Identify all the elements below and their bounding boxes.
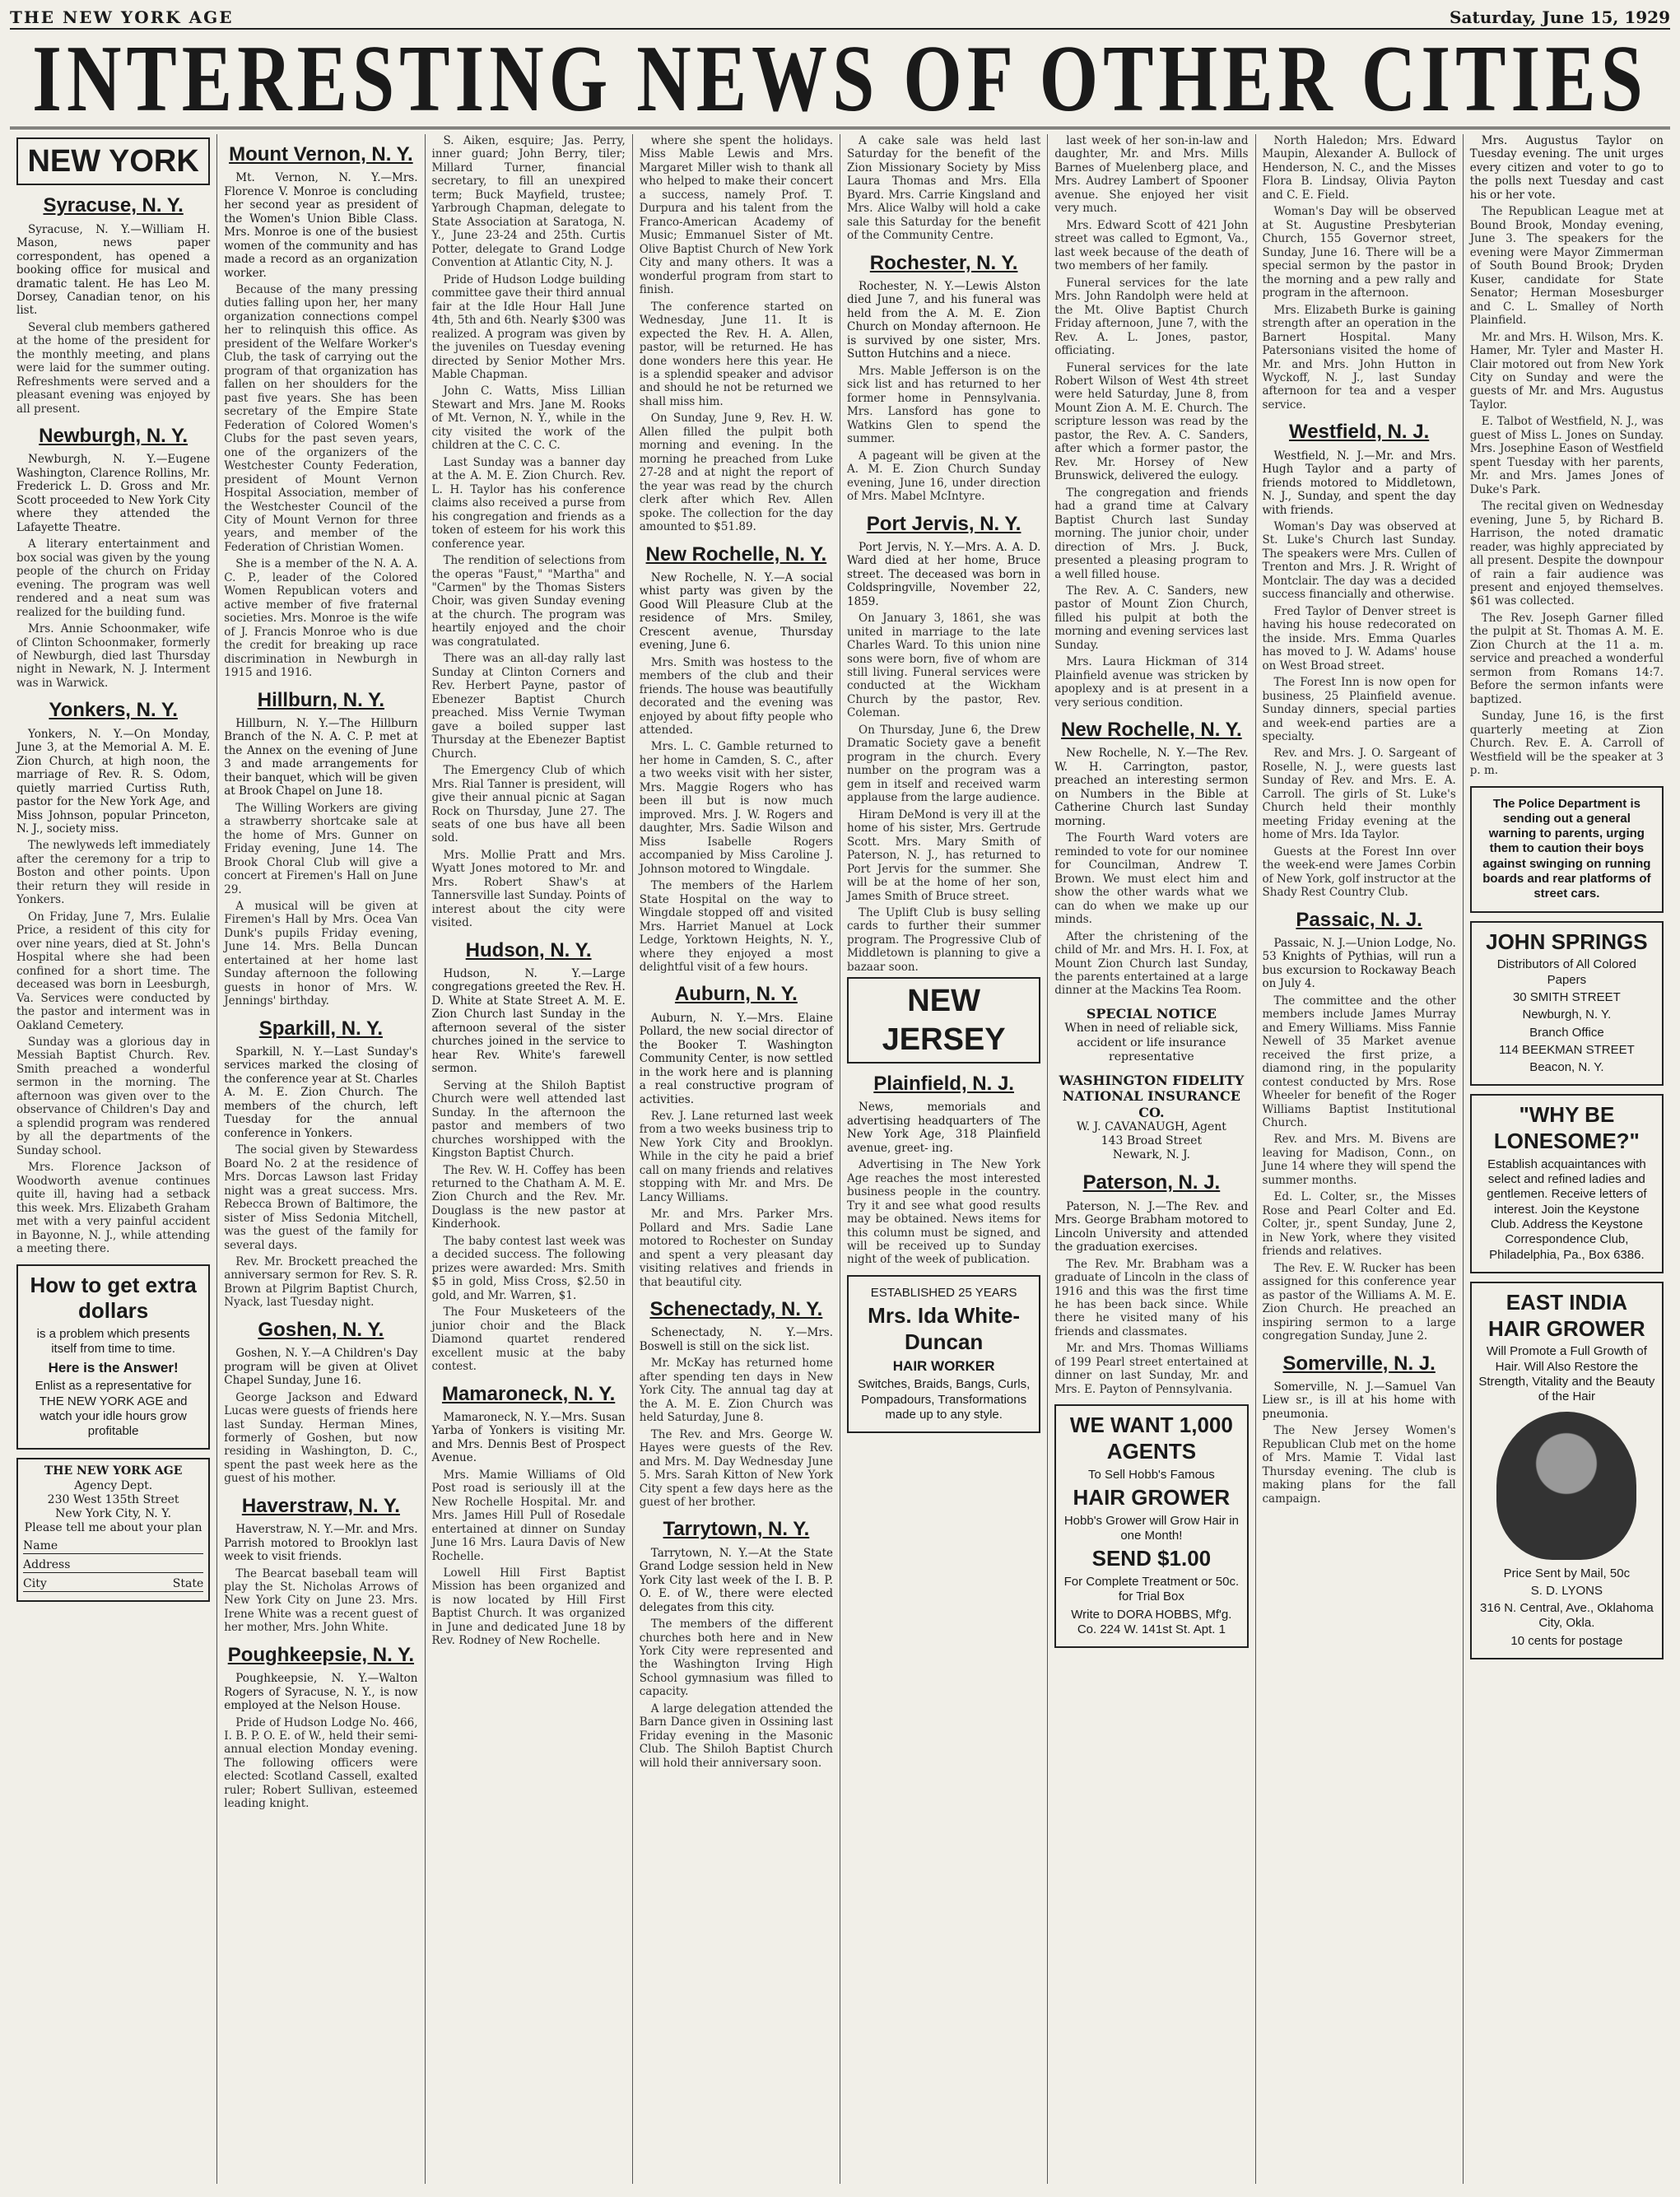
article-text: The Rev. E. W. Rucker has been assigned for this conference year as pastor of the Williams A. M. E. Zion Church. He preached an inspiring sermon to a large congregation Sunday, June 2. xyxy=(1262,1261,1456,1343)
article-text: Ed. L. Colter, sr., the Misses Rose and Pearl Colter and Ed. Colter, jr., spent Sunday, June 2, in New York, where they visited friends and relatives. xyxy=(1262,1190,1456,1259)
article-text: Mrs. Mollie Pratt and Mrs. Wyatt Jones motored to Mr. and Mrs. Robert Shaw's at Tannersville last Sunday. Points of interest about the city were visited. xyxy=(431,848,626,930)
column-7 xyxy=(1256,134,1464,2184)
column-8 xyxy=(1464,134,1670,2184)
article-text: Passaic, N. J.—Union Lodge, No. 53 Knights of Pythias, will run a bus excursion to Rockaway Beach on July 4. xyxy=(1262,936,1456,991)
article-text: Sunday was a glorious day in Messiah Baptist Church. Rev. Smith preached a wonderful sermon in the morning. The afternoon was given over to the observance of Children's Day and a splendid program was rendered by all the departments of the Sunday school. xyxy=(16,1036,211,1157)
dateline: Auburn, N. Y. xyxy=(674,983,798,1006)
article-text: Woman's Day will be observed at St. Augustine Presbyterian Church, 155 Governor street, Sunday, June 16. There will be a special sermon by the pastor in the morning and a pew rally and program in the afternoon. xyxy=(1262,205,1456,300)
article-text: S. Aiken, esquire; Jas. Perry, inner guard; John Berry, tiler; Millard Turner, financial secretary, to fill an unexpired term; Buck Mayfield, trustee; Yarbrough Chapman, delegate to State Association at Saratoga, N. Y., June 23-24 and 25th. Curtis Potter, delegate to Grand Lodge Convention at Atlantic City, N. J. xyxy=(431,134,626,270)
ad-line: Enlist as a representative for THE NEW YORK AGE and watch your idle hours grow profitable xyxy=(35,1379,192,1439)
ad-line: is a problem which presents itself from time to time. xyxy=(36,1326,190,1357)
dateline: Goshen, N. Y. xyxy=(258,1318,384,1341)
article-text: Yonkers, N. Y.—On Monday, June 3, at the Memorial A. M. E. Zion Church, at high noon, the marriage of Rev. R. S. Odom, quietly married Curtiss Ruth, pastor for the New York Age, and Miss Johnson, popular Princeton, N. J., society miss. xyxy=(16,727,211,836)
article-text: On Thursday, June 6, the Drew Dramatic Society gave a benefit program in the church. Every number on the program was a gem in itself and received warm applause from the large audience. xyxy=(847,723,1041,805)
dateline: New Rochelle, N. Y. xyxy=(645,542,827,566)
article-text: The conference started on Wednesday, June 11. It is expected the Rev. H. A. Allen, pastor, will be returned. He has done wonders here this year. He is a splendid speaker and advisor and should he not be returned we shall miss him. xyxy=(639,300,833,408)
john-springs-ad xyxy=(1470,921,1664,1087)
article-text: Mrs. Elizabeth Burke is gaining strength after an operation in the Barnert Hospital. Many Patersonians visited the home of Mr. and Mrs. John Hutton in Wyckoff, N. J., last Sunday afternoon for tea and a vesper service. xyxy=(1262,303,1456,412)
section-new-jersey: NEW JERSEY xyxy=(847,977,1040,1064)
article-text: John C. Watts, Miss Lillian Stewart and Mrs. Jane M. Rooks of Mt. Vernon, N. Y., while in the city visited the work of the children at the C. C. C. xyxy=(431,384,626,453)
article-text: The members of the Harlem State Hospital on the way to Wingdale stopped off and visited Mrs. Harriet Manuel at Lock Ledge, Yorktown Heights, N. Y., where they enjoyed a most delightful visit of a few hours. xyxy=(639,879,833,974)
dateline: Hillburn, N. Y. xyxy=(257,688,384,711)
article-text: Schenectady, N. Y.—Mrs. Boswell is still on the sick list. xyxy=(639,1326,833,1353)
article-text: Woman's Day was observed at St. Luke's Church last Sunday. The speakers were Mrs. Cullen of Trenton and Mrs. J. R. Wright of Montclair. The day was a decided success financially and otherwise. xyxy=(1262,519,1456,602)
article-text: Mrs. Edward Scott of 421 John street was called to Egmont, Va., last week because of the death of two members of her family. xyxy=(1054,218,1249,273)
article-text: The baby contest last week was a decided success. The following prizes were awarded: Mrs. Smith $5 in gold, Miss Cross, $2.50 in gold, and Mr. Warren, $1. xyxy=(431,1234,626,1302)
article-text: A literary entertainment and box social was given by the young people of the church on Friday evening. The program was well rendered and a neat sum was realized for the building fund. xyxy=(16,538,211,619)
section-new-york: NEW YORK xyxy=(16,137,210,185)
article-text: Mrs. L. C. Gamble returned to her home in Camden, S. C., after a two weeks visit with her sister, Mrs. Maggie Rogers who has been ill but is now much improved. Mrs. J. W. Rogers and daughter, Mrs. Sadie Wilson and Miss Isabelle Rogers accompanied by Miss Caroline J. Johnson motored to Wingdale. xyxy=(639,740,833,876)
coupon-city: New York City, N. Y. xyxy=(55,1506,172,1520)
article-text: where she spent the holidays. Miss Mable Lewis and Mrs. Margaret Miller wish to thank all who helped to make their concert a success, namely Prof. T. Durpura and his talent from the Franco-American Academy of Music; Emmanuel Sister of Mt. Olive Baptist Church of New York City and many others. It was a wonderful program from start to finish. xyxy=(639,134,833,297)
article-text: Poughkeepsie, N. Y.—Walton Rogers of Syracuse, N. Y., is now employed at the Nelson House. xyxy=(224,1672,418,1713)
article-text: Hiram DeMond is very ill at the home of his sister, Mrs. Gertrude Scott. Mrs. Mary Smith of Paterson, N. J., has returned to Port Jervis for the summer. She will be at the home of her son, James Smith of Bruce street. xyxy=(847,808,1041,903)
column-6 xyxy=(1048,134,1255,2184)
article-text: Advertising in The New York Age reaches the most interested business people in the country. Try it and see what good results may be obtained. News items for this column must be signed, and will be received up to Sunday night of the week of publication. xyxy=(847,1158,1041,1267)
portrait-illustration xyxy=(1496,1412,1636,1560)
ad-line: ESTABLISHED 25 YEARS xyxy=(870,1285,1017,1300)
dateline: Westfield, N. J. xyxy=(1288,421,1430,444)
ad-line: S. D. LYONS xyxy=(1530,1583,1603,1598)
article-text: Sparkill, N. Y.—Last Sunday's services marked the closing of the conference year at St. Charles A. M. E. Zion Church. The members of the church, left Tuesday for the annual conference in Yonkers. xyxy=(224,1045,418,1140)
article-text: Hudson, N. Y.—Large congregations greeted the Rev. H. D. White at State Street A. M. E. Zion Church last Sunday in the afternoon several of the sister churches joined in the service to hear Rev. White's farewell sermon. xyxy=(431,966,626,1076)
dateline: Sparkill, N. Y. xyxy=(258,1017,384,1040)
article-text: There was an all-day rally last Sunday at Clinton Corners and Rev. Herbert Payne, pastor of Ebenezer Baptist Church preached. Miss Vernie Twyman gave a boiled supper last Thursday at the Ebenezer Baptist Church. xyxy=(431,652,626,761)
article-text: Mr. and Mrs. Parker Mrs. Pollard and Mrs. Sadie Lane motored to Rochester on Sunday and spent a very pleasant day visiting relatives and friends in that beautiful city. xyxy=(639,1208,833,1289)
ad-line: Beacon, N. Y. xyxy=(1529,1060,1604,1075)
article-text: Guests at the Forest Inn over the week-end were James Corbin of New York, golf instructor at the Shady Rest Country Club. xyxy=(1262,845,1456,900)
banner xyxy=(10,26,1670,131)
article-text: Mamaroneck, N. Y.—Mrs. Susan Yarba of Yonkers is visiting Mr. and Mrs. Dennis Best of Prospect Avenue. xyxy=(431,1410,626,1465)
article-text: Rev. and Mrs. M. Bivens are leaving for Madison, Conn., on June 14 where they will spend the summer months. xyxy=(1262,1133,1456,1187)
coupon-address: 230 West 135th Street xyxy=(47,1492,179,1506)
extra-dollars-ad xyxy=(16,1264,210,1450)
article-text: On January 3, 1861, she was united in marriage to the late Charles Ward. To this union nine sons were born, five of whom are still living. Funeral services were conducted at the Wickham Church by the pastor, Rev. Coleman. xyxy=(847,612,1041,720)
article-text: Mrs. Mamie Williams of Old Post road is seriously ill at the New Rochelle Hospital. Mr. and Mrs. James Hill Pull of Rosedale entertained at dinner on Sunday June 16 Mrs. Laura Davis of New Rochelle. xyxy=(431,1468,626,1563)
article-text: Mr. and Mrs. Thomas Williams of 199 Pearl street entertained at dinner on last Sunday, Mr. and Mrs. E. Payton of Pennsylvania. xyxy=(1054,1342,1249,1396)
article-text: On Sunday, June 9, Rev. H. W. Allen filled the pulpit both morning and evening. In the morning he preached from Luke 27-28 and at night the report of the year was read by the church clerk after which Rev. Allen spoke. The collection for the day amounted to $51.89. xyxy=(639,412,833,534)
coupon-city-field[interactable]: City State xyxy=(23,1576,203,1592)
dateline: Tarrytown, N. Y. xyxy=(663,1518,810,1541)
dateline: Hudson, N. Y. xyxy=(465,938,592,961)
ad-line: Write to DORA HOBBS, Mf'g. Co. 224 W. 141st St. Apt. 1 xyxy=(1071,1607,1232,1636)
article-text: The committee and the other members include James Murray and Emery Williams. Miss Fannie Newell of 35 Market avenue received the first prize, a diamond ring, in the popularity contest conducted by Mrs. Rose Wheeler for benefit of the Roger Williams Baptist Institutional Church. xyxy=(1262,994,1456,1129)
article-text: The Fourth Ward voters are reminded to vote for our nominee for Councilman, Andrew T. Brown. We must elect him and show the other wards what we can do when we make up our minds. xyxy=(1054,831,1249,927)
dateline: Plainfield, N. J. xyxy=(873,1073,1014,1096)
article-text: New Rochelle, N. Y.—The Rev. W. H. Carrington, pastor, preached an interesting sermon on Numbers in the Bible at Catherine Church last Sunday morning. xyxy=(1054,747,1249,828)
ad-line: Newburgh, N. Y. xyxy=(1522,1008,1612,1022)
article-text: Funeral services for the late Robert Wilson of West 4th street were held Saturday, June 8, from Mount Zion A. M. E. Church. The scripture lesson was read by the pastor, the Rev. A. C. Sanders, after which a former pastor, the Rev. Mr. Horsey of New Brunswick, delivered the eulogy. xyxy=(1054,361,1249,483)
dateline: New Rochelle, N. Y. xyxy=(1061,719,1242,742)
article-text: After the christening of the child of Mr. and Mrs. H. I. Fox, at Mount Zion Church last Sunday, the parents entertained at a large dinner at the Mackins Tea Room. xyxy=(1054,929,1249,998)
column-4 xyxy=(633,134,840,2184)
column-5 xyxy=(840,134,1048,2184)
dateline: Syracuse, N. Y. xyxy=(43,194,184,217)
article-text: Mrs. Mable Jefferson is on the sick list and has returned to her former home in Pennsylvania. Mrs. Lansford has gone to Watkins Glen to spend the summer. xyxy=(847,364,1041,446)
article-text: Because of the many pressing duties falling upon her, her many organization connections compel her to relinquish this office. As president of the Welfare Worker's Club, the task of carrying out the program of that organization has fallen on her shoulders for the past five years. She has been secretary of the Empire State Federation of Colored Women's Clubs for the past seven years, one of the organizers of the Westchester County Federation, president of Mount Vernon Hospital Association, member of the Westchester Council of the City of Mount Vernon for three years, and member of the Federation of Christian Women. xyxy=(224,283,418,554)
article-text: Rochester, N. Y.—Lewis Alston died June 7, and his funeral was held from the A. M. E. Zion Church on Monday afternoon. He is survived by one sister, Mrs. Sutton Hutchins and a niece. xyxy=(847,280,1041,361)
insurance-ad: WASHINGTON FIDELITY NATIONAL INSURANCE CO. W. J. CAVANAUGH, Agent 143 Broad Street Newark, N. J. xyxy=(1059,1072,1245,1162)
article-text: Paterson, N. J.—The Rev. and Mrs. George Brabham motored to Lincoln University and attended the graduation exercises. xyxy=(1054,1199,1249,1254)
article-text: Hillburn, N. Y.—The Hillburn Branch of the N. A. C. P. met at the Annex on the evening of June 3 and made arrangements for their banquet, which will be given at Brook Chapel on June 18. xyxy=(224,716,418,798)
article-text: The newlyweds left immediately after the ceremony for a trip to Boston and other points. Upon their return they will reside in Yonkers. xyxy=(16,839,211,907)
ad-line: Here is the Answer! xyxy=(48,1359,179,1375)
ad-line: Will Promote a Full Growth of Hair. Will Also Restore the Strength, Vitality and the Beauty of the Hair xyxy=(1478,1344,1655,1404)
article-text: A pageant will be given at the A. M. E. Zion Church Sunday evening, June 16, under direction of Mrs. Mabel McIntyre. xyxy=(847,449,1041,504)
article-text: The Uplift Club is busy selling cards to further their summer program. The Progressive Club of Middletown is planning to give a bazaar soon. xyxy=(847,905,1041,974)
dateline: Mount Vernon, N. Y. xyxy=(229,143,413,165)
article-text: The Republican League met at Bound Brook, Monday evening, June 3. The speakers for the evening were Mayor Zimmerman of South Bound Brook; Dryden Kuser, candidate for State Senator; Herman Mosesburger and C. L. Smalley of North Plainfield. xyxy=(1469,205,1664,328)
article-text: Somerville, N. J.—Samuel Van Liew sr., is ill at his home with pneumonia. xyxy=(1262,1380,1456,1421)
columns xyxy=(10,134,1670,2184)
ad-line: Price Sent by Mail, 50c xyxy=(1503,1566,1631,1580)
ad-title: EAST INDIA HAIR GROWER xyxy=(1488,1289,1645,1341)
article-text: Serving at the Shiloh Baptist Church were well attended last Sunday. In the afternoon the pastor and members of two churches worshipped with the Kingston Baptist Church. xyxy=(431,1078,626,1161)
ad-line: 114 BEEKMAN STREET xyxy=(1498,1042,1635,1057)
article-text: The rendition of selections from the operas "Faust," "Martha" and "Carmen" by the Thomas Sisters Choir, was given Sunday evening at the church. The program was heartily enjoyed and the choir was congratulated. xyxy=(431,554,626,649)
ad-line: Hobb's Grower will Grow Hair in one Month! xyxy=(1063,1513,1239,1543)
ad-price: SEND $1.00 xyxy=(1091,1546,1212,1571)
article-text: The recital given on Wednesday evening, June 5, by Richard B. Harrison, the noted dramatic reader, was highly appreciated by all present. Despite the downpour of rain a fair audience was present and enjoyed themselves. $61 was collected. xyxy=(1469,500,1664,608)
article-text: last week of her son-in-law and daughter, Mr. and Mrs. Mills Barnes of Muelenberg place, and Mrs. Audrey Lambert of Spooner avenue. She enjoyed her visit very much. xyxy=(1054,134,1249,216)
article-text: Mrs. Laura Hickman of 314 Plainfield avenue was stricken by apoplexy and is at present in a very serious condition. xyxy=(1054,655,1249,710)
ad-line: 30 SMITH STREET xyxy=(1512,989,1621,1004)
article-text: Lowell Hill First Baptist Mission has been organized and is now located by Hill First Baptist Church. It was organized in June and dedicated June 18 by Rev. Rodney of New Rochelle. xyxy=(431,1566,626,1648)
dateline: Passaic, N. J. xyxy=(1296,908,1422,931)
banner-title: INTERESTING NEWS OF OTHER CITIES xyxy=(32,26,1648,131)
article-text: The social given by Stewardess Board No. 2 at the residence of Mrs. Dorcas Lawson last Friday night was a great success. Mrs. Rebecca Brown of Baltimore, the sister of Miss Sedonia Mitchell, was the guest of the family for several days. xyxy=(224,1143,418,1252)
article-text: The Rev. W. H. Coffey has been returned to the Chatham A. M. E. Zion Church and the Rev. Mr. Douglass is the new pastor at Kinderhook. xyxy=(431,1163,626,1231)
dateline: Somerville, N. J. xyxy=(1282,1352,1436,1375)
column-3 xyxy=(426,134,633,2184)
article-text: The Forest Inn is now open for business, 25 Plainfield avenue. Sunday dinners, special parties and week-end parties are a specialty. xyxy=(1262,676,1456,744)
article-text: The members of the different churches both here and in New York City were represented and the Washington Irving High School gymnasium was filled to capacity. xyxy=(639,1617,833,1699)
article-text: Rev. and Mrs. J. O. Sargeant of Roselle, N. J., were guests last Sunday of Rev. and Mrs. E. A. Carroll. The girls of St. Luke's Church held their monthly meeting Friday evening at the home of Mrs. Ida Taylor. xyxy=(1262,747,1456,842)
article-text: Auburn, N. Y.—Mrs. Elaine Pollard, the new social director of the Booker T. Washington Community Center, is now settled in the work here and is planning a real constructive program of activities. xyxy=(639,1011,833,1106)
article-text: A cake sale was held last Saturday for the benefit of the Zion Missionary Society by Miss Laura Thomas and Mrs. Ella Byard. Mrs. Carrie Kingsland and Mrs. Alice Walby will hold a cake sale this Saturday for the benefit of the Community Centre. xyxy=(847,134,1041,243)
masthead-date: Saturday, June 15, 1929 xyxy=(1450,7,1670,27)
dateline: Port Jervis, N. Y. xyxy=(866,512,1021,535)
coupon-request: Please tell me about your plan xyxy=(24,1520,202,1534)
article-text: The Willing Workers are giving a strawberry shortcake sale at the home of Mrs. Gunner on Friday evening, June 14. The Brook Choral Club will give a concert at Firemen's Hall on June 29. xyxy=(224,801,418,896)
article-text: Mt. Vernon, N. Y.—Mrs. Florence V. Monroe is concluding her second year as president of the Women's Union Bible Class. Mrs. Monroe is one of the busiest women of the community and has made a record as an organization worker. xyxy=(224,171,418,280)
ad-title: WE WANT 1,000 AGENTS xyxy=(1069,1413,1233,1464)
agency-coupon xyxy=(16,1458,210,1601)
article-text: Rev. J. Lane returned last week from a two weeks business trip to New York City and Brooklyn. While in the city he paid a brief call on many friends and relatives stopping with Mr. and Mrs. De Lancy Williams. xyxy=(639,1110,833,1204)
article-text: Haverstraw, N. Y.—Mr. and Mrs. Parrish motored to Brooklyn last week to visit friends. xyxy=(224,1523,418,1564)
article-text: Newburgh, N. Y.—Eugene Washington, Clarence Rollins, Mr. Frederick L. D. Gross and Mr. Scott proceeded to New York City where they attended the Lafayette Theatre. xyxy=(16,453,211,534)
article-text: News, memorials and advertising headquarters of The New York Age, 318 Plainfield avenue, greet- ing. xyxy=(847,1101,1041,1155)
lonesome-ad xyxy=(1470,1094,1664,1273)
ad-line: Branch Office xyxy=(1529,1025,1604,1040)
dateline: Newburgh, N. Y. xyxy=(39,425,188,448)
article-text: George Jackson and Edward Lucas were guests of friends here last Sunday. Herman Mines, formerly of Goshen, but now residing in Washington, D. C., spent the past week here as the guest of his mother. xyxy=(224,1390,418,1486)
dateline: Mamaroneck, N. Y. xyxy=(441,1382,616,1405)
article-text: The Bearcat baseball team will play the St. Nicholas Arrows of New York City on June 23. Mrs. Irene White was a recent guest of her mother, Mrs. John White. xyxy=(224,1566,418,1635)
article-text: Last Sunday was a banner day at the A. M. E. Zion Church. Rev. L. H. Taylor has his conference claims also received a purse from his congregation and friends as a token of esteem for his work this conference year. xyxy=(431,455,626,551)
special-notice: SPECIAL NOTICE When in need of reliable sick, accident or life insurance representative xyxy=(1064,1005,1239,1064)
article-text: Funeral services for the late Mrs. John Randolph were held at the Mt. Olive Baptist Church Friday afternoon, June 7, with the Rev. A. L. Jones, pastor, officiating. xyxy=(1054,276,1249,358)
coupon-title: THE NEW YORK AGE xyxy=(44,1464,183,1478)
article-text: The New Jersey Women's Republican Club met on the home of Mrs. Mamie T. Vidal last Thursday evening. The club is making plans for the fall campaign. xyxy=(1262,1424,1456,1506)
ad-title: Mrs. Ida White-Duncan xyxy=(868,1303,1021,1354)
police-warning xyxy=(1470,786,1664,913)
coupon-address-field[interactable]: Address xyxy=(23,1557,203,1573)
article-text: North Haledon; Mrs. Edward Maupin, Alexander A. Bullock of Henderson, N. C., and the Misses Flora B. Lindsay, Olivia Payton and C. E. Field. xyxy=(1262,134,1456,202)
article-text: Mr. McKay has returned home after spending ten days in New York City. The annual tag day at the A. M. E. Zion Church was held Saturday, June 8. xyxy=(639,1357,833,1425)
article-text: The Emergency Club of which Mrs. Rial Tanner is president, will give their annual picnic at Sagan Rock on Thursday, June 27. The seats of one bus have all been sold. xyxy=(431,764,626,845)
article-text: Syracuse, N. Y.—William H. Mason, news paper correspondent, has opened a booking office for musical and dramatic talent. He has Leo M. Dorsey, Canadian tenor, on his list. xyxy=(16,222,211,318)
article-text: She is a member of the N. A. A. C. P., leader of the Colored Women Republican voters and active member of five fraternal societies. Mrs. Monroe is the wife of J. Francis Monroe who is due the credit for breaking up race discrimination in Newburgh in 1915 and 1916. xyxy=(224,557,418,680)
masthead-paper: THE NEW YORK AGE xyxy=(10,7,234,27)
article-text: Fred Taylor of Denver street is having his house redecorated on the inside. Mrs. Emma Quarles has moved to J. W. Adams' house on West Broad street. xyxy=(1262,604,1456,673)
ad-title: JOHN SPRINGS xyxy=(1486,929,1648,954)
hair-worker-ad xyxy=(847,1275,1040,1433)
article-text: Mrs. Annie Schoonmaker, wife of Clinton Schoonmaker, formerly of Newburgh, died last Thursday night in Newark, N. J. Interment was in Warwick. xyxy=(16,622,211,690)
dateline: Poughkeepsie, N. Y. xyxy=(227,1643,415,1666)
article-text: Mrs. Florence Jackson of Woodworth avenue continues quite ill, having had a setback this week. Mrs. Elizabeth Graham met with a very painful accident in Bayonne, N. J., while attending a meeting there. xyxy=(16,1161,211,1256)
coupon-dept: Agency Dept. xyxy=(74,1478,153,1492)
east-india-hair-grower-ad xyxy=(1470,1282,1664,1659)
article-text: Pride of Hudson Lodge No. 466, I. B. P. O. E. of W., held their semi-annual election Monday evening. The following officers were elected: Scotland Cassell, exalted ruler; Robert Sullivan, esteemed leading knight. xyxy=(224,1715,418,1811)
hobbs-hair-grower-ad xyxy=(1054,1404,1248,1648)
ad-product: HAIR GROWER xyxy=(1073,1485,1231,1510)
article-text: Westfield, N. J.—Mr. and Mrs. Hugh Taylor and a party of friends motored to Middletown, N. J., Sunday, and spent the day with friends. xyxy=(1262,449,1456,517)
article-text: A musical will be given at Firemen's Hall by Mrs. Ocea Van Dunk's pupils Friday evening, June 14. Mrs. Bella Duncan entertained at her home last Sunday afternoon the following guests in honor of Mrs. W. Jennings' birthday. xyxy=(224,899,418,1008)
article-text: A large delegation attended the Barn Dance given in Ossining last Friday evening in the Masonic Club. The Shiloh Baptist Church will hold their anniversary soon. xyxy=(639,1701,833,1770)
ad-line: 10 cents for postage xyxy=(1510,1633,1623,1648)
ad-line: The Police Department is sending out a general warning to parents, urging them to caution their boys against swinging on running boards and rear platforms of street cars. xyxy=(1482,796,1651,901)
coupon-name-field[interactable]: Name xyxy=(23,1538,203,1554)
article-text: On Friday, June 7, Mrs. Eulalie Price, a resident of this city for over nine years, died at St. John's Hospital where she had been confined for a short time. The deceased was born in Leesburgh, Va. Services were conducted by the pastor and interment was in Oakland Cemetery. xyxy=(16,910,211,1032)
article-text: Pride of Hudson Lodge building committee gave their third annual fair at the Idle Hour Hall June 4th, 5th and 6th. Nearly $300 was realized. A program was given by the juveniles on Tuesday evening directed by Senior Mother Mrs. Mable Chapman. xyxy=(431,272,626,381)
article-text: Port Jervis, N. Y.—Mrs. A. A. D. Ward died at her home, Bruce street. The deceased was born in Coldspringville, November 22, 1859. xyxy=(847,540,1041,608)
article-text: Rev. Mr. Brockett preached the anniversary sermon for Rev. S. R. Brown at Pilgrim Baptist Church, Nyack, last Tuesday night. xyxy=(224,1255,418,1310)
ad-line: To Sell Hobb's Famous xyxy=(1087,1467,1215,1482)
ad-line: Distributors of All Colored Papers xyxy=(1496,957,1636,987)
article-text: Tarrytown, N. Y.—At the State Grand Lodge session held in New York City last week of the I. B. P. O. E. of W., there were elected delegates from this city. xyxy=(639,1546,833,1614)
article-text: Several club members gathered at the home of the president for the monthly meeting, and plans were laid for the summer outing. Refreshments were served and a pleasant evening was enjoyed by all present. xyxy=(16,320,211,416)
article-text: New Rochelle, N. Y.—A social whist party was given by the Good Will Pleasure Club at the residence of Mrs. Smiley, Crescent avenue, Thursday evening, June 6. xyxy=(639,570,833,653)
ad-line: Establish acquaintances with select and refined ladies and gentlemen. Receive letters of interest. Join the Keystone Club. Address the Keystone Correspondence Club, Philadelphia, Pa., Box 6386. xyxy=(1487,1157,1647,1262)
article-text: The Rev. Mr. Brabham was a graduate of Lincoln in the class of 1916 and this was the first time he has been back since. While there he visited many of his friends and classmates. xyxy=(1054,1257,1249,1338)
ad-line: Switches, Braids, Bangs, Curls, Pompadours, Transformations made up to any style. xyxy=(858,1377,1031,1422)
dateline: Schenectady, N. Y. xyxy=(649,1298,823,1321)
dateline: Paterson, N. J. xyxy=(1082,1171,1221,1194)
article-text: The Rev. Joseph Garner filled the pulpit at St. Thomas A. M. E. Zion Church at the 11 a. m. service and preached a wonderful sermon from Romans 14:7. Before the sermon infants were baptized. xyxy=(1469,611,1664,706)
ad-title: How to get extra dollars xyxy=(30,1272,197,1324)
ad-title: "WHY BE LONESOME?" xyxy=(1493,1102,1640,1154)
column-2 xyxy=(217,134,425,2184)
dateline: Rochester, N. Y. xyxy=(869,251,1018,274)
column-1 xyxy=(10,134,217,2184)
ad-line: 316 N. Central, Ave., Oklahoma City, Okla. xyxy=(1480,1601,1654,1631)
article-text: Mrs. Augustus Taylor on Tuesday evening. The unit urges every citizen and voter to go to the polls next Tuesday and cast his or her vote. xyxy=(1469,134,1664,202)
article-text: Mrs. Smith was hostess to the members of the club and their friends. The house was beautifully decorated and the evening was enjoyed by about fifty people who attended. xyxy=(639,655,833,738)
article-text: E. Talbot of Westfield, N. J., was guest of Miss L. Jones on Sunday. Mrs. Josephine Eason of Westfield spent Tuesday with her parents, Mr. and Mrs. James Jones of Duke's Park. xyxy=(1469,415,1664,496)
article-text: Mr. and Mrs. H. Wilson, Mrs. K. Hamer, Mr. Tyler and Master H. Clair motored out from New York City on Sunday and were the guests of Mr. and Mrs. Augustus Taylor. xyxy=(1469,330,1664,412)
article-text: The Rev. and Mrs. George W. Hayes were guests of the Rev. and Mrs. M. Day Wednesday June 5. Mrs. Sarah Kitton of New York City spent a few days here as the guest of her brother. xyxy=(639,1427,833,1509)
dateline: Haverstraw, N. Y. xyxy=(241,1494,400,1517)
article-text: The Rev. A. C. Sanders, new pastor of Mount Zion Church, filled his pulpit at both the morning and evening services last Sunday. xyxy=(1054,584,1249,652)
article-text: Sunday, June 16, is the first quarterly meeting at Zion Church. Rev. E. A. Carroll of Westfield will be the speaker at 3 p. m. xyxy=(1469,710,1664,778)
ad-line: HAIR WORKER xyxy=(892,1357,995,1374)
ad-line: For Complete Treatment or 50c. for Trial Box xyxy=(1063,1575,1240,1604)
dateline: Yonkers, N. Y. xyxy=(49,699,178,722)
article-text: The congregation and friends had a grand time at Calvary Baptist Church last Sunday morning. The junior choir, under direction of Mrs. J. Buck, presented a pleasing program to a well filled house. xyxy=(1054,486,1249,581)
article-text: Goshen, N. Y.—A Children's Day program will be given at Olivet Chapel Sunday, June 16. xyxy=(224,1347,418,1388)
article-text: The Four Musketeers of the junior choir and the Black Diamond quartet rendered excellent music at the baby contest. xyxy=(431,1306,626,1374)
